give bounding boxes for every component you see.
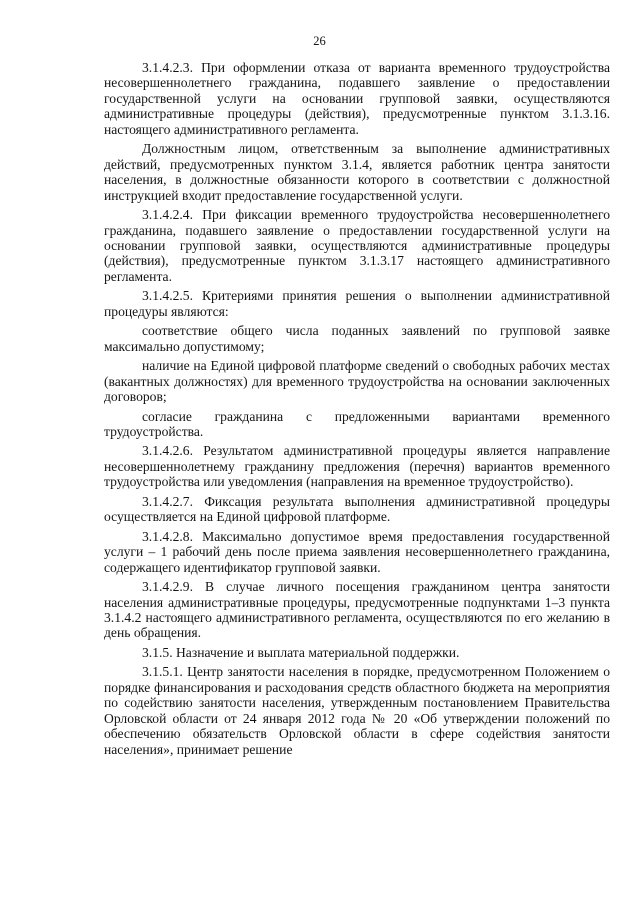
paragraph-3-1-4-2-4: 3.1.4.2.4. При фиксации временного трудоустройства несовершеннолетнего гражданина, подавшего заявление о предоставлении государственной услуги на основании групповой заявки, осуществляются административные процедуры (действия), предусмотренные пунктом 3.1.3.17 настоящего административного регламента.: [104, 207, 610, 284]
document-body: [104, 60, 610, 761]
criterion-item-2: наличие на Единой цифровой платформе сведений о свободных рабочих местах (вакантных должностях) для временного трудоустройства на основании заключенных договоров;: [104, 358, 610, 405]
paragraph-3-1-4-2-3: 3.1.4.2.3. При оформлении отказа от варианта временного трудоустройства несовершеннолетнего гражданина, подавшего заявление о предоставлении государственной услуги на основании групповой заявки, осуществляются административные процедуры (действия), предусмотренные пунктом 3.1.3.16. настоящего административного регламента.: [104, 60, 610, 137]
paragraph-3-1-4-2-9: 3.1.4.2.9. В случае личного посещения гражданином центра занятости населения административные процедуры, предусмотренные подпунктами 1–3 пункта 3.1.4.2 настоящего административного регламента, осуществляются по его желанию в день обращения.: [104, 579, 610, 641]
paragraph-3-1-5: 3.1.5. Назначение и выплата материальной поддержки.: [142, 644, 460, 660]
paragraph-3-1-4-2-5: 3.1.4.2.5. Критериями принятия решения о выполнении административной процедуры являются:: [104, 288, 610, 319]
paragraph-3-1-4-2-8: 3.1.4.2.8. Максимально допустимое время предоставления государственной услуги – 1 рабочий день после приема заявления несовершеннолетнего гражданина, содержащего идентификатор групповой заявки.: [104, 528, 610, 575]
paragraph-responsible-official: Должностным лицом, ответственным за выполнение административных действий, предусмотренных пунктом 3.1.4, является работник центра занятости населения, в должностные обязанности которого в соответствии с должностной инструкцией входит предоставление государственной услуги.: [104, 141, 610, 203]
criterion-item-3: согласие гражданина с предложенными вариантами временного трудоустройства.: [104, 408, 610, 439]
criterion-item-1: соответствие общего числа поданных заявлений по групповой заявке максимально допустимому;: [104, 323, 610, 354]
paragraph-3-1-4-2-7: 3.1.4.2.7. Фиксация результата выполнения административной процедуры осуществляется на Единой цифровой платформе.: [104, 493, 610, 525]
paragraph-3-1-5-1: 3.1.5.1. Центр занятости населения в порядке, предусмотренном Положением о порядке финансирования и расходования средств областного бюджета на мероприятия по содействию занятости населения, утвержденным постановлением Правительства Орловской области от 24 января 2012 года № 20 «Об утверждении положений по обеспечению обязательств Орловской области в сфере содействия занятости населения», принимает решение: [104, 664, 610, 757]
paragraph-3-1-4-2-6: 3.1.4.2.6. Результатом административной процедуры является направление несовершеннолетнему гражданину предложения (перечня) вариантов временного трудоустройства или уведомления (направления на временное трудоустройство).: [104, 443, 610, 490]
page-number: 26: [313, 34, 326, 48]
